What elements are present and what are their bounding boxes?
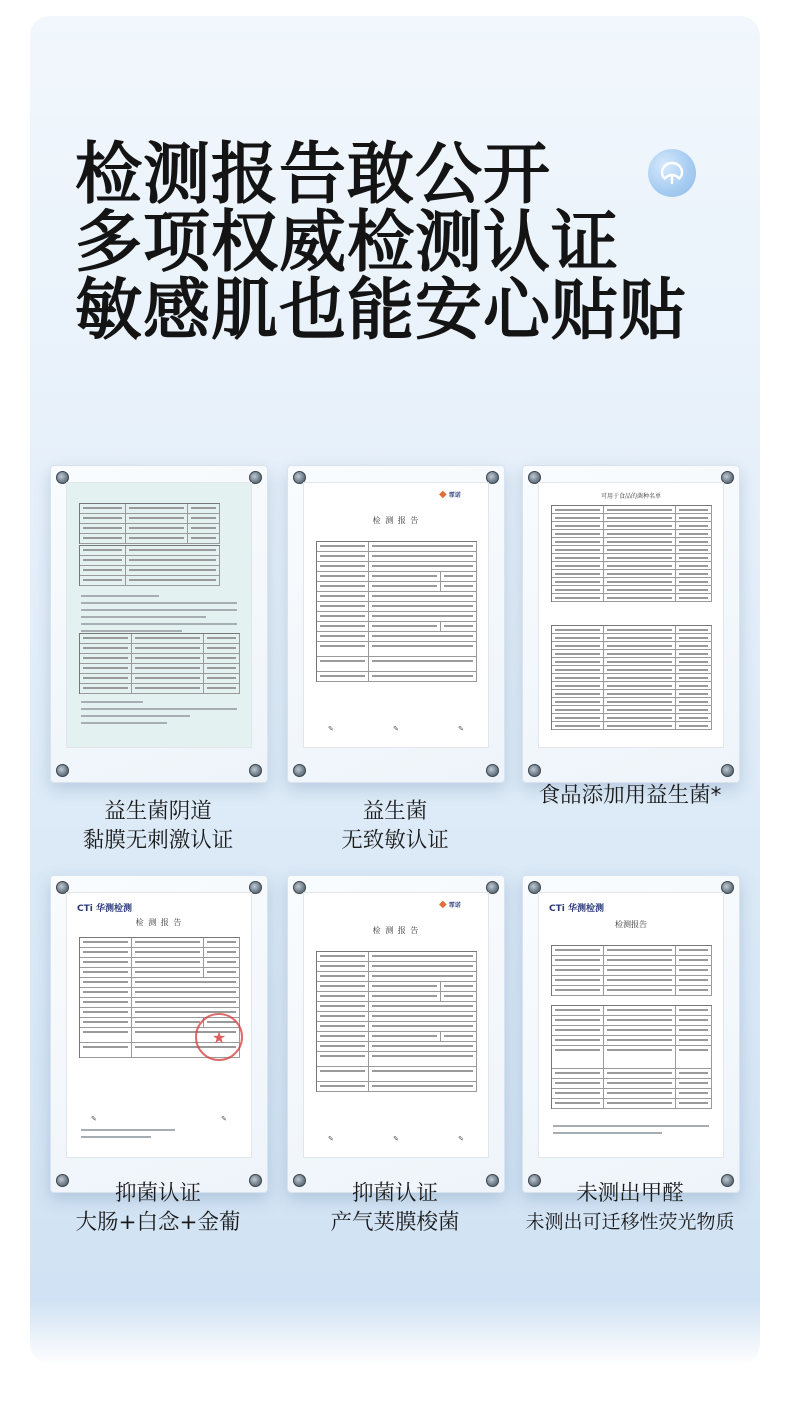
issuer-mark-icon: ◆ [439, 899, 447, 910]
bottom-fade [0, 1300, 790, 1401]
brand-logo-icon [648, 149, 696, 197]
report-document [304, 483, 488, 747]
card-2-caption [265, 797, 525, 855]
report-document [67, 483, 251, 747]
report-table [551, 1005, 712, 1109]
report-text-lines [553, 1125, 709, 1139]
signature-mark-icon: ✎ [458, 1135, 464, 1143]
issuer-name: CTi 华测检测 [77, 904, 132, 914]
report-table [316, 951, 477, 1092]
report-table [551, 505, 712, 602]
signature-mark-icon: ✎ [91, 1115, 97, 1123]
report-text-lines [81, 701, 237, 729]
certificate-card-1 [50, 465, 268, 783]
report-table [316, 541, 477, 682]
mount-bolt [293, 764, 306, 777]
certificate-card-2 [287, 465, 505, 783]
report-title: 检测报告 [615, 920, 647, 929]
signature-row [328, 1135, 464, 1143]
certificate-card-4 [50, 875, 268, 1193]
caption-line: 产气荚膜梭菌 [330, 1210, 460, 1235]
signature-mark-icon: ✎ [393, 725, 399, 733]
mount-bolt [721, 764, 734, 777]
caption-line: 抑菌认证 [351, 1181, 438, 1206]
signature-mark-icon: ✎ [458, 725, 464, 733]
headline-line-2: 多项权威检测认证 [75, 203, 619, 281]
issuer-name: 霏诺 [448, 902, 461, 909]
caption-line: 未测出可迁移性荧光物质 [525, 1211, 735, 1233]
issuer-mark-icon: ◆ [439, 489, 447, 500]
signature-row [328, 725, 464, 733]
signature-mark-icon: ✎ [328, 1135, 334, 1143]
headline-line-3: 敏感肌也能安心贴贴 [75, 271, 687, 349]
issuer-logo [439, 899, 461, 910]
report-table [79, 633, 240, 694]
signature-mark-icon: ✎ [393, 1135, 399, 1143]
card-5-caption [265, 1179, 525, 1237]
report-title: 可用于食品的菌种名单 [600, 493, 661, 500]
card-1-caption [28, 797, 288, 855]
headline-line-1: 检测报告敢公开 [75, 135, 551, 213]
mount-bolt [486, 764, 499, 777]
report-title: 检 测 报 告 [372, 926, 420, 935]
issuer-name: CTi 华测检测 [549, 904, 604, 914]
card-4-caption [28, 1179, 288, 1237]
report-table [79, 545, 220, 586]
caption-line: 未测出甲醛 [576, 1181, 684, 1206]
report-text-lines [81, 1129, 237, 1143]
report-document [539, 483, 723, 747]
report-table [551, 945, 712, 996]
certificate-card-3 [522, 465, 740, 783]
mount-bolt [528, 764, 541, 777]
report-document [539, 893, 723, 1157]
card-6-caption [500, 1179, 760, 1237]
issuer-name: 霏诺 [448, 492, 461, 499]
report-table [79, 503, 220, 544]
mount-bolt [249, 764, 262, 777]
official-seal-icon: ★ [195, 1013, 243, 1061]
headline [75, 135, 695, 349]
issuer-logo [549, 901, 604, 914]
signature-row [91, 1115, 227, 1123]
report-document [304, 893, 488, 1157]
issuer-logo [77, 901, 132, 914]
caption-line: 益生菌 [362, 799, 428, 824]
report-table [551, 625, 712, 730]
caption-line: 食品添加用益生菌* [538, 783, 722, 808]
caption-line: 抑菌认证 [114, 1181, 201, 1206]
caption-line: 黏膜无刺激认证 [82, 828, 234, 853]
certificate-card-5 [287, 875, 505, 1193]
caption-line: 无致敏认证 [341, 828, 449, 853]
certificate-card-6 [522, 875, 740, 1193]
issuer-logo [439, 489, 461, 500]
signature-mark-icon: ✎ [221, 1115, 227, 1123]
signature-mark-icon: ✎ [328, 725, 334, 733]
caption-line: 大肠+白念+金葡 [75, 1210, 241, 1235]
report-document [67, 893, 251, 1157]
mount-bolt [56, 764, 69, 777]
report-title: 检 测 报 告 [372, 516, 420, 525]
card-3-caption [500, 781, 760, 810]
report-title: 检 测 报 告 [135, 918, 183, 927]
report-text-lines [81, 595, 237, 637]
caption-line: 益生菌阴道 [104, 799, 212, 824]
